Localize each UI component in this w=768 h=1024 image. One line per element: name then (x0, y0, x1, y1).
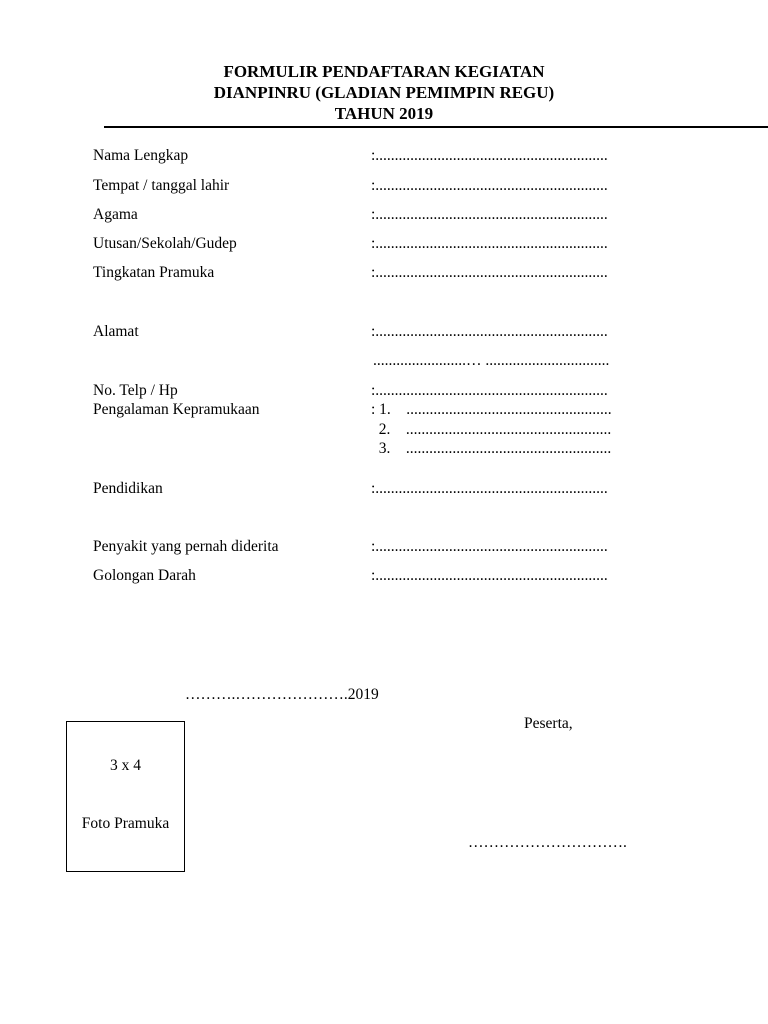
value-pengalaman-1: : 1. ..................................................... (371, 401, 612, 418)
label-golongan-darah: Golongan Darah (93, 567, 196, 584)
form-title-line-3: TAHUN 2019 (334, 104, 434, 123)
value-no-telp-hp: :............................................................ (371, 382, 608, 399)
label-pendidikan: Pendidikan (93, 480, 163, 497)
peserta-label: Peserta, (524, 715, 573, 732)
label-tempat-tanggal-lahir: Tempat / tanggal lahir (93, 177, 230, 194)
label-tingkatan-pramuka: Tingkatan Pramuka (93, 264, 215, 281)
label-agama: Agama (93, 206, 138, 223)
value-alamat: :............................................................ (371, 323, 608, 340)
value-tempat-tanggal-lahir: :............................................................ (371, 177, 608, 194)
value-agama: :............................................................ (371, 206, 608, 223)
value-pengalaman-3: 3. ..................................................... (371, 440, 612, 457)
label-nama-lengkap: Nama Lengkap (93, 147, 189, 164)
label-pengalaman-kepramukaan: Pengalaman Kepramukaan (93, 401, 260, 418)
title-divider (104, 126, 768, 128)
signature-line: …………………………. (468, 834, 627, 851)
photo-caption: Foto Pramuka (81, 815, 170, 832)
label-penyakit: Penyakit yang pernah diderita (93, 538, 279, 555)
label-utusan-sekolah-gudep: Utusan/Sekolah/Gudep (93, 235, 237, 252)
photo-size-label: 3 x 4 (110, 757, 141, 774)
value-golongan-darah: :............................................................ (371, 567, 608, 584)
label-no-telp-hp: No. Telp / Hp (93, 382, 178, 399)
value-pendidikan: :............................................................ (371, 480, 608, 497)
value-alamat-continued: ........................… ................................ (373, 352, 610, 369)
form-title-line-1: FORMULIR PENDAFTARAN KEGIATAN (223, 62, 545, 81)
label-alamat: Alamat (93, 323, 139, 340)
date-line: ……….………………….2019 (185, 686, 379, 703)
value-tingkatan-pramuka: :............................................................ (371, 264, 608, 281)
value-nama-lengkap: :............................................................ (371, 147, 608, 164)
value-utusan-sekolah-gudep: :............................................................ (371, 235, 608, 252)
value-penyakit: :............................................................ (371, 538, 608, 555)
value-pengalaman-2: 2. ..................................................... (371, 421, 612, 438)
form-title-line-2: DIANPINRU (GLADIAN PEMIMPIN REGU) (213, 83, 555, 102)
photo-box (66, 721, 185, 872)
